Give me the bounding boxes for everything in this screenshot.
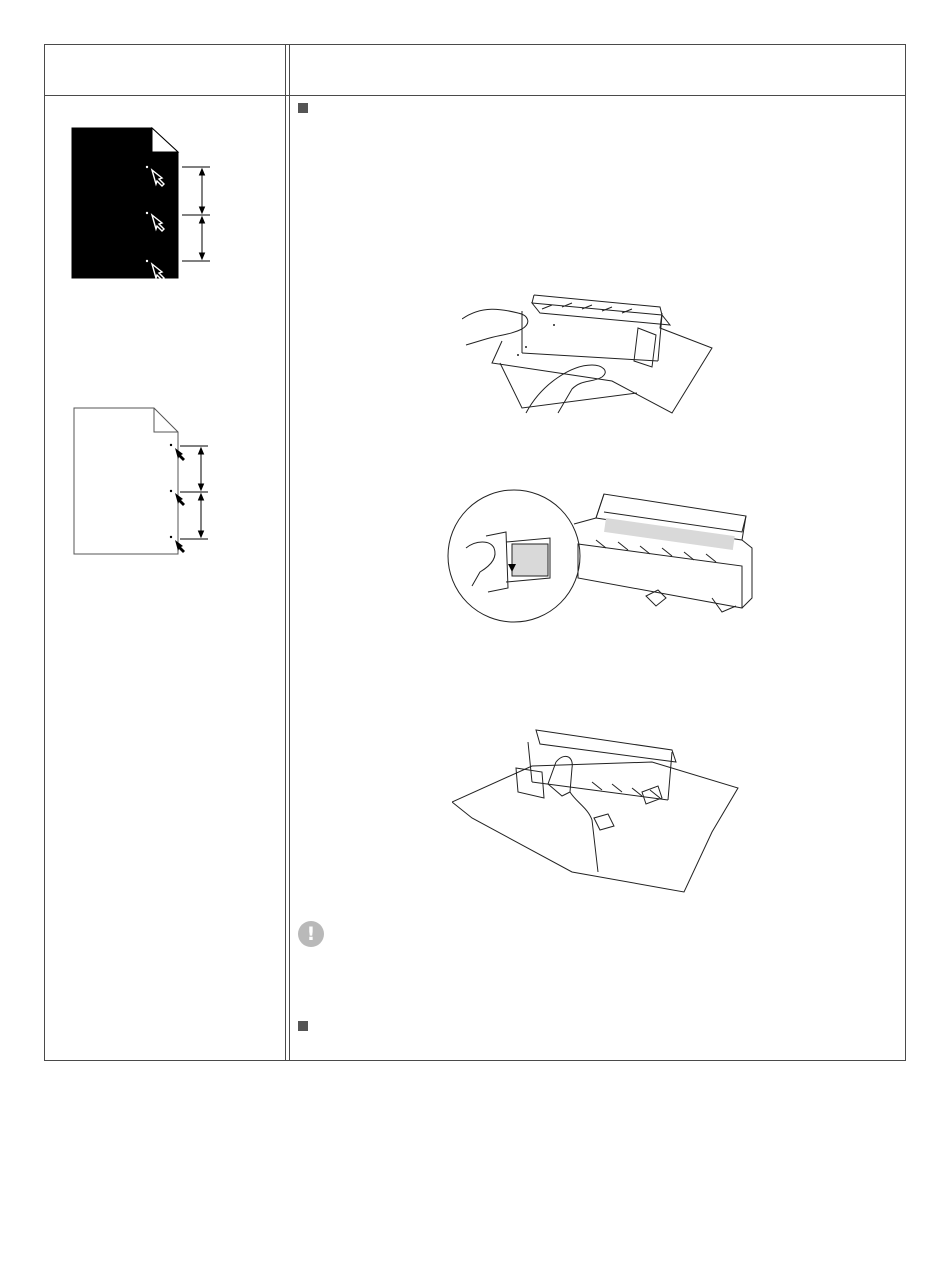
table-header-row: [45, 45, 905, 96]
white-page-sample: [72, 406, 222, 558]
square-bullet-icon: [298, 1021, 308, 1031]
square-bullet-icon: [298, 103, 308, 113]
column-divider: [285, 45, 286, 1060]
column-divider: [289, 45, 290, 1060]
caution-icon: !: [298, 921, 324, 947]
black-page-sample: [70, 126, 220, 282]
drum-unit-cleaning-illustration: [462, 283, 734, 433]
drum-unit-wiping-illustration: [452, 722, 744, 894]
drum-unit-detail-illustration: [446, 488, 758, 630]
